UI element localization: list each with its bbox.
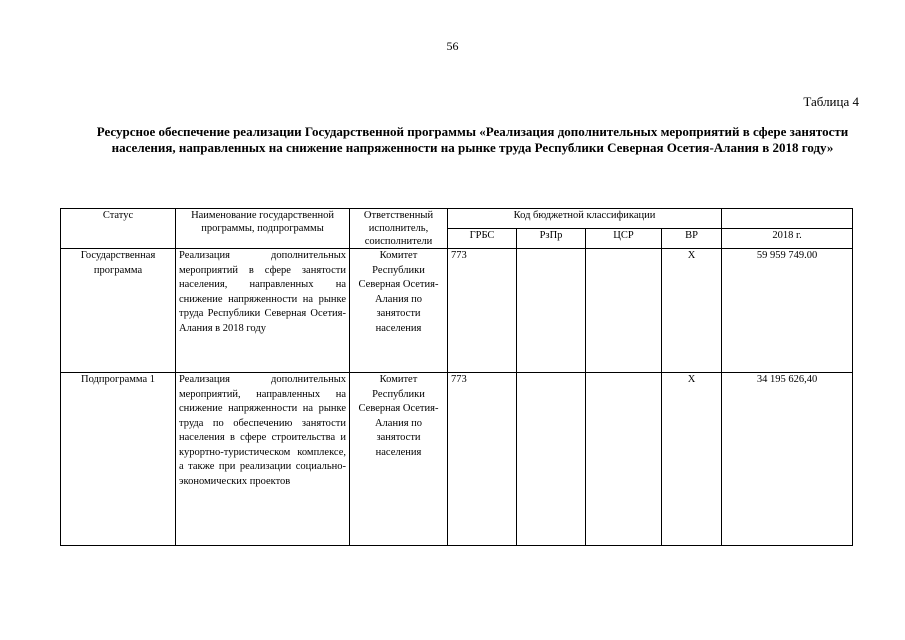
cell-executor: Комитет Республики Северная Осетия-Алания по занятости населения: [350, 249, 448, 373]
cell-rzpr: [517, 249, 586, 373]
header-empty: [722, 209, 853, 229]
header-status: Статус: [61, 209, 176, 249]
cell-vr: Х: [662, 249, 722, 373]
cell-status: Подпрограмма 1: [61, 373, 176, 546]
cell-vr: Х: [662, 373, 722, 546]
header-grbs: ГРБС: [448, 229, 517, 249]
cell-status: Государственная программа: [61, 249, 176, 373]
page-number: 56: [446, 39, 459, 53]
cell-amount: 34 195 626,40: [722, 373, 853, 546]
header-year: 2018 г.: [722, 229, 853, 249]
cell-csr: [586, 249, 662, 373]
header-vr: ВР: [662, 229, 722, 249]
cell-name: Реализация дополнительных мероприятий, направленных на снижение напряженности на рынке труда по обеспечению занятости населения в сфере строительства и курортно-туристическом комплексе, а также при реализации социально-экономических проектов: [176, 373, 350, 546]
header-row-1: [61, 209, 853, 229]
table-row: [61, 373, 853, 546]
cell-amount: 59 959 749.00: [722, 249, 853, 373]
table-row: [61, 249, 853, 373]
header-name: Наименование государственной программы, подпрограммы: [176, 209, 350, 249]
cell-grbs: 773: [448, 373, 517, 546]
document-title: Ресурсное обеспечение реализации Государственной программы «Реализация дополнительных мероприятий в сфере занятости населения, направленных на снижение напряженности на рынке труда Республики Северная Осетия-Алания в 2018 году»: [96, 124, 849, 155]
cell-executor: Комитет Республики Северная Осетия-Алания по занятости населения: [350, 373, 448, 546]
cell-grbs: 773: [448, 249, 517, 373]
header-csr: ЦСР: [586, 229, 662, 249]
cell-name: Реализация дополнительных мероприятий в сфере занятости населения, направленных на снижение напряженности на рынке труда Республики Северная Осетия-Алания в 2018 году: [176, 249, 350, 373]
table-label: Таблица 4: [803, 94, 859, 109]
resource-table: [60, 208, 853, 546]
cell-rzpr: [517, 373, 586, 546]
cell-csr: [586, 373, 662, 546]
header-executor: Ответственный исполнитель, соисполнители: [350, 209, 448, 249]
header-rzpr: РзПр: [517, 229, 586, 249]
header-budget-code: Код бюджетной классификации: [448, 209, 722, 229]
